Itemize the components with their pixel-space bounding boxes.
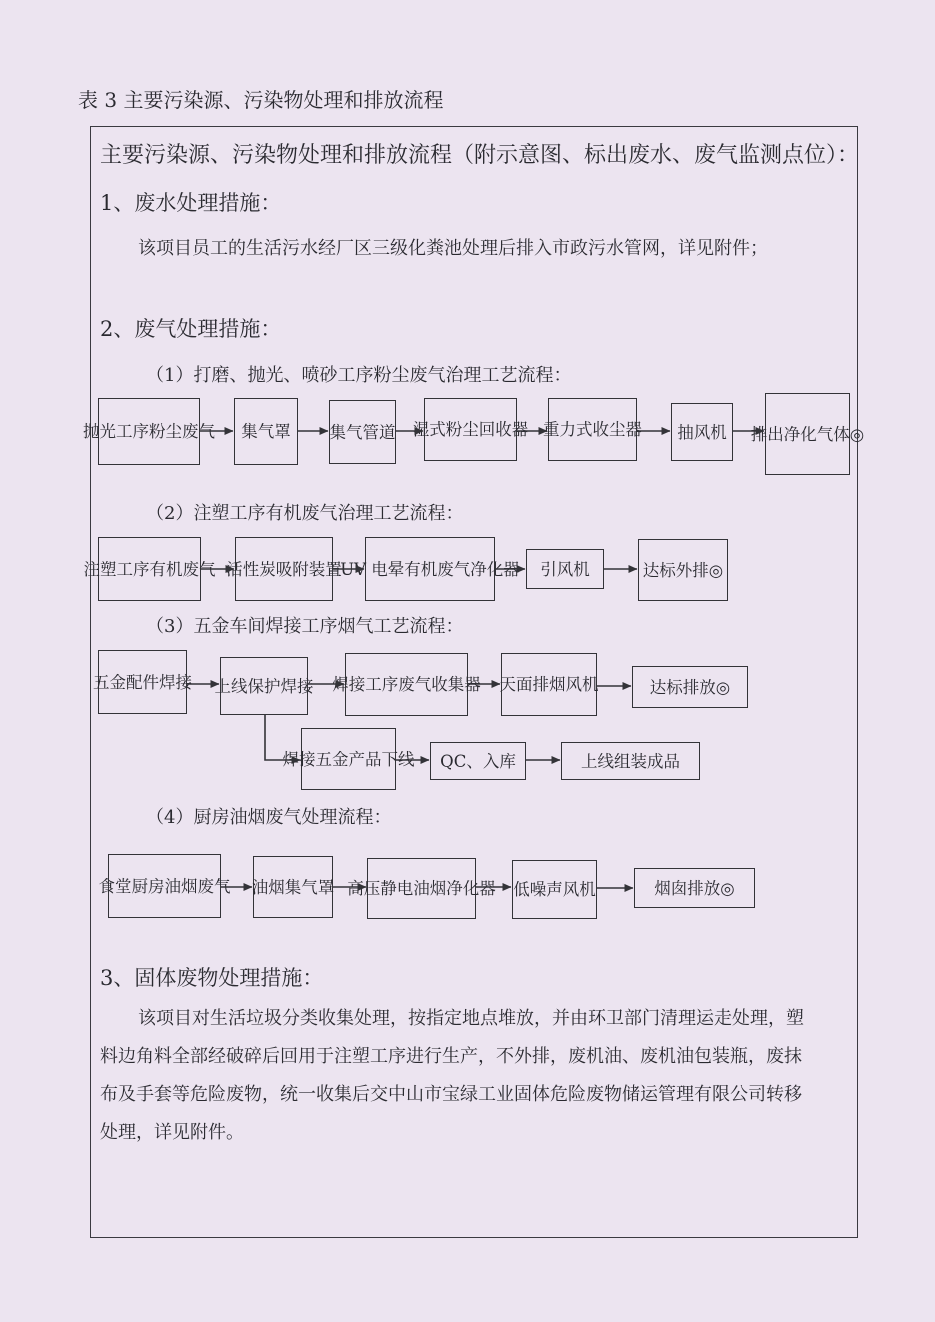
flow4-step-3: 高压静电油 烟净化器 <box>367 858 476 919</box>
flow3-step-2: 上线保 护焊接 <box>220 657 308 715</box>
flow2-step-1: 注塑工序 有机废气 <box>98 537 201 601</box>
solid-waste-line-3: 布及手套等危险废物，统一收集后交中山市宝绿工业固体危险废物储运管理有限公司转移 <box>100 1084 802 1105</box>
flow2-step-3: UV 电晕有机 废气净化器 <box>365 537 495 601</box>
flow1-step-7: 排出净 化气体 ◎ <box>765 393 850 475</box>
lead-heading: 主要污染源、污染物处理和排放流程（附示意图、标出废水、废气监测点位）： <box>100 143 860 168</box>
flow3-branch-3: 上线组装成品 <box>561 742 700 780</box>
flow1-step-4: 湿式粉尘 回收器 <box>424 398 517 461</box>
wastewater-text: 该项目员工的生活污水经厂区三级化粪池处理后排入市政污水管网，详见附件； <box>138 238 768 259</box>
table-caption: 表 3 主要污染源、污染物处理和排放流程 <box>78 88 444 112</box>
flow2-step-2: 活性炭吸 附装置 <box>235 537 333 601</box>
flow2-step-5: 达标外 排◎ <box>638 539 728 601</box>
flow3-step-4: 天面排烟 风机 <box>501 653 597 716</box>
flow2-step-4: 引风机 <box>526 549 604 589</box>
flow1-step-3: 集气 管道 <box>329 400 396 464</box>
solid-waste-paragraph <box>100 1000 852 1152</box>
flow4-step-2: 油烟集 气罩 <box>253 856 333 918</box>
flow1-step-5: 重力式 收尘器 <box>548 398 637 461</box>
flow3-step-3: 焊接工序废 气收集器 <box>345 653 468 716</box>
solid-waste-line-2: 料边角料全部经破碎后回用于注塑工序进行生产，不外排，废机油、废机油包装瓶，废抹 <box>100 1046 802 1067</box>
flow1-step-1: 抛光工序 粉尘废气 <box>98 398 200 465</box>
flow1-step-2: 集气 罩 <box>234 398 298 465</box>
flow4-step-4: 低噪声 风机 <box>512 860 597 919</box>
solid-waste-line-4: 处理，详见附件。 <box>100 1122 244 1143</box>
flow3-step-5: 达标排放◎ <box>632 666 748 708</box>
flow4-step-5: 烟囱排放◎ <box>634 868 755 908</box>
flow3-title: （3）五金车间焊接工序烟气工艺流程： <box>146 616 464 637</box>
flow1-title: （1）打磨、抛光、喷砂工序粉尘废气治理工艺流程： <box>146 365 572 386</box>
flow4-step-1: 食堂厨房油 烟废气 <box>108 854 221 918</box>
wastewater-heading: 1、废水处理措施： <box>100 191 282 215</box>
flow3-step-1: 五金配 件焊接 <box>98 650 187 714</box>
flow4-title: （4）厨房油烟废气处理流程： <box>146 807 392 828</box>
flow3-branch-2: QC、入库 <box>430 742 526 780</box>
flow3-branch-1: 焊接五金 产品下线 <box>301 728 396 790</box>
waste-gas-heading: 2、废气处理措施： <box>100 317 282 341</box>
flow1-step-6: 抽风 机 <box>671 403 733 461</box>
flow2-title: （2）注塑工序有机废气治理工艺流程： <box>146 503 464 524</box>
solid-waste-line-1: 该项目对生活垃圾分类收集处理，按指定地点堆放，并由环卫部门清理运走处理，塑 <box>138 1008 804 1029</box>
solid-waste-heading: 3、固体废物处理措施： <box>100 966 324 990</box>
